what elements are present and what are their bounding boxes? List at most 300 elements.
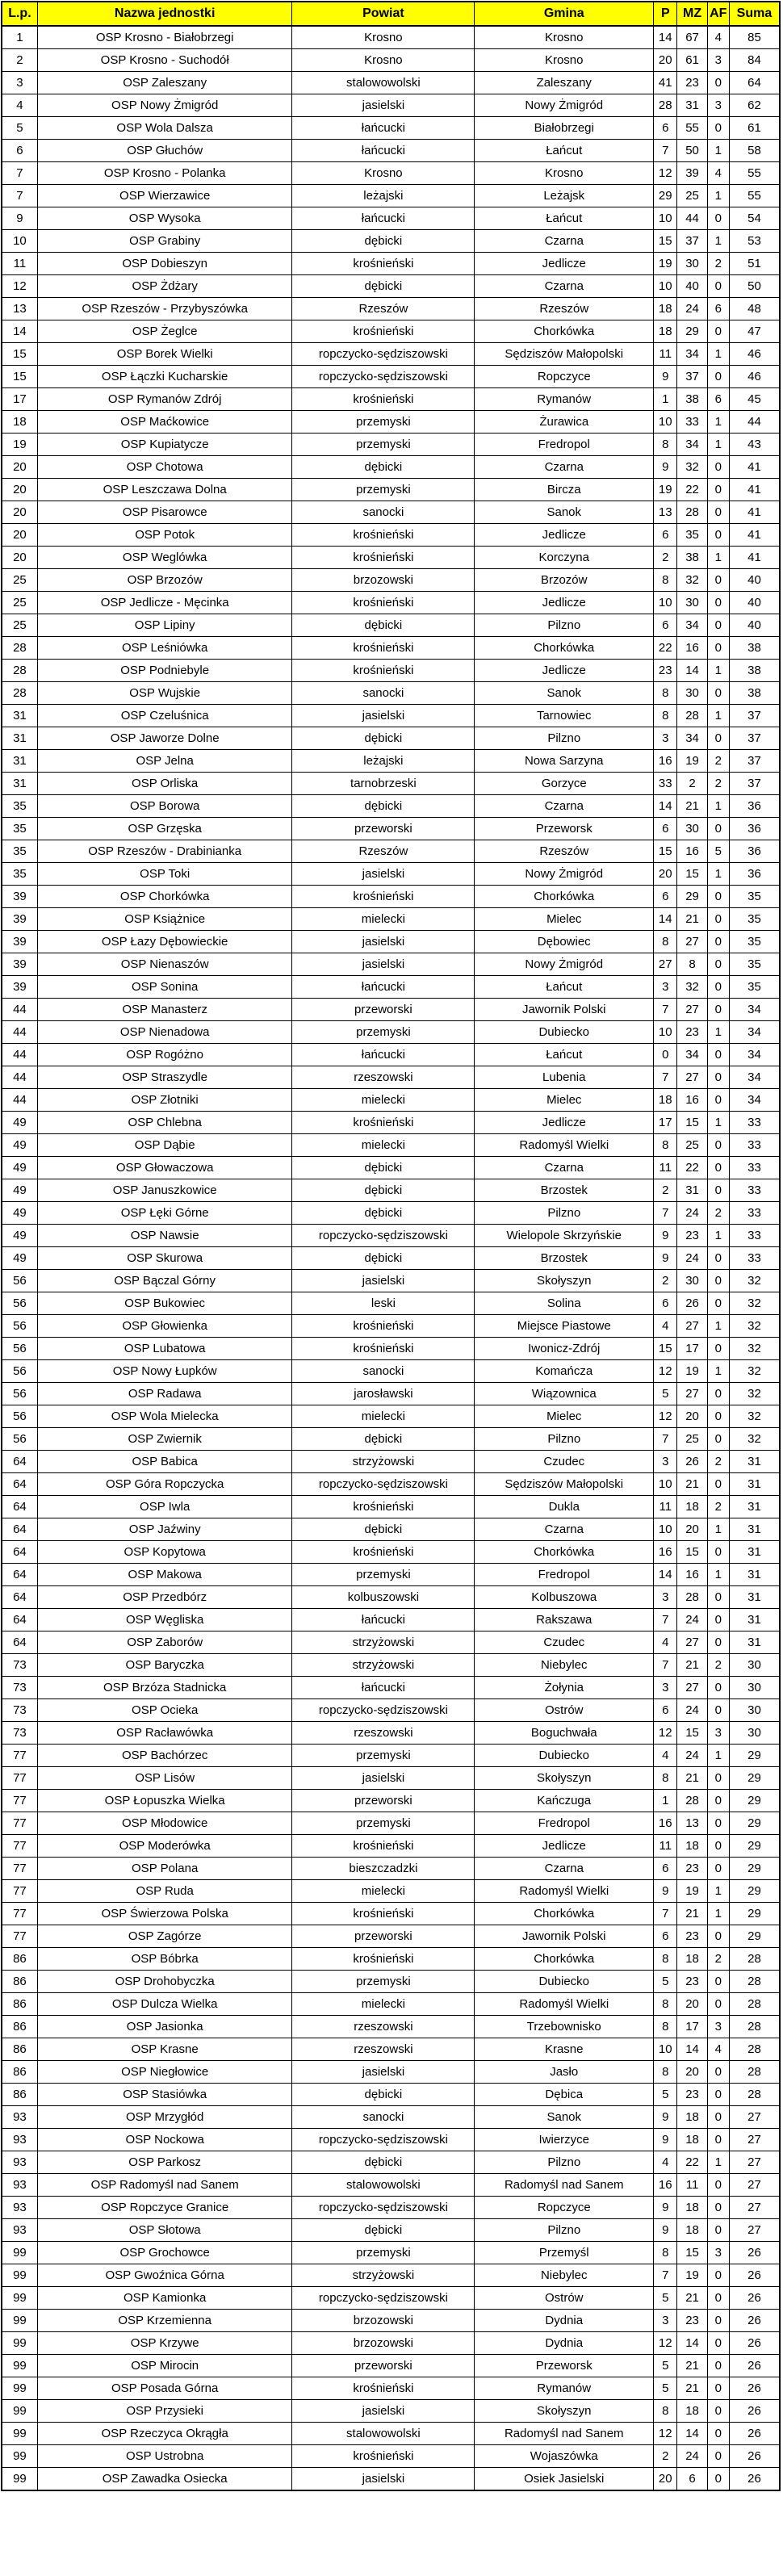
cell-unit-name: OSP Chotowa (37, 456, 292, 479)
cell-gmina: Nowy Żmigród (475, 953, 654, 976)
cell-suma: 32 (729, 1428, 780, 1451)
cell-rank: 49 (2, 1179, 37, 1202)
cell-gmina: Pilzno (475, 727, 654, 750)
cell-p: 14 (654, 26, 677, 49)
table-row (2, 637, 780, 660)
cell-mz: 23 (677, 1971, 707, 1993)
cell-p: 6 (654, 117, 677, 140)
cell-suma: 47 (729, 320, 780, 343)
cell-p: 10 (654, 411, 677, 434)
cell-suma: 36 (729, 840, 780, 863)
table-row (2, 614, 780, 637)
cell-suma: 85 (729, 26, 780, 49)
cell-rank: 77 (2, 1835, 37, 1858)
cell-p: 6 (654, 524, 677, 547)
cell-unit-name: OSP Czeluśnica (37, 705, 292, 727)
cell-unit-name: OSP Młodowice (37, 1812, 292, 1835)
cell-unit-name: OSP Brzóza Stadnicka (37, 1677, 292, 1699)
cell-gmina: Wojaszówka (475, 2445, 654, 2468)
cell-p: 3 (654, 1451, 677, 1473)
cell-gmina: Skołyszyn (475, 1270, 654, 1292)
cell-suma: 55 (729, 185, 780, 207)
cell-rank: 64 (2, 1496, 37, 1518)
cell-p: 11 (654, 1157, 677, 1179)
cell-p: 9 (654, 1225, 677, 1247)
cell-rank: 20 (2, 547, 37, 569)
cell-powiat: dębicki (292, 1428, 475, 1451)
cell-gmina: Jedlicze (475, 660, 654, 682)
cell-powiat: przemyski (292, 1021, 475, 1044)
cell-gmina: Radomyśl nad Sanem (475, 2423, 654, 2445)
cell-gmina: Czudec (475, 1631, 654, 1654)
cell-gmina: Czarna (475, 1518, 654, 1541)
cell-suma: 31 (729, 1541, 780, 1564)
table-row (2, 931, 780, 953)
cell-af: 0 (707, 1405, 729, 1428)
cell-powiat: krośnieński (292, 637, 475, 660)
cell-mz: 32 (677, 976, 707, 999)
cell-unit-name: OSP Leśniówka (37, 637, 292, 660)
cell-suma: 38 (729, 637, 780, 660)
cell-suma: 64 (729, 72, 780, 94)
cell-powiat: mielecki (292, 1993, 475, 2016)
table-row (2, 2310, 780, 2332)
cell-suma: 41 (729, 547, 780, 569)
cell-rank: 93 (2, 2106, 37, 2129)
cell-suma: 31 (729, 1564, 780, 1586)
cell-unit-name: OSP Makowa (37, 1564, 292, 1586)
cell-powiat: dębicki (292, 2084, 475, 2106)
table-row (2, 2016, 780, 2038)
cell-p: 7 (654, 140, 677, 162)
table-row (2, 2197, 780, 2219)
cell-af: 6 (707, 388, 729, 411)
cell-powiat: ropczycko-sędziszowski (292, 2287, 475, 2310)
cell-p: 5 (654, 1383, 677, 1405)
cell-mz: 27 (677, 931, 707, 953)
cell-mz: 27 (677, 1677, 707, 1699)
cell-rank: 99 (2, 2264, 37, 2287)
table-row (2, 185, 780, 207)
cell-unit-name: OSP Posada Górna (37, 2377, 292, 2400)
cell-powiat: stalowowolski (292, 2174, 475, 2197)
table-row (2, 976, 780, 999)
cell-af: 1 (707, 1315, 729, 1338)
cell-powiat: strzyżowski (292, 1654, 475, 1677)
cell-p: 16 (654, 750, 677, 773)
cell-mz: 28 (677, 501, 707, 524)
cell-unit-name: OSP Borowa (37, 795, 292, 818)
cell-gmina: Czarna (475, 1157, 654, 1179)
cell-unit-name: OSP Jelna (37, 750, 292, 773)
cell-mz: 35 (677, 524, 707, 547)
table-row (2, 501, 780, 524)
cell-rank: 49 (2, 1225, 37, 1247)
cell-rank: 15 (2, 366, 37, 388)
cell-p: 14 (654, 795, 677, 818)
cell-af: 0 (707, 275, 729, 298)
cell-unit-name: OSP Dulcza Wielka (37, 1993, 292, 2016)
cell-suma: 26 (729, 2377, 780, 2400)
cell-powiat: dębicki (292, 456, 475, 479)
table-row (2, 1609, 780, 1631)
cell-powiat: jasielski (292, 705, 475, 727)
cell-mz: 39 (677, 162, 707, 185)
table-row (2, 411, 780, 434)
cell-gmina: Jasło (475, 2061, 654, 2084)
table-row (2, 999, 780, 1021)
cell-mz: 19 (677, 2264, 707, 2287)
cell-unit-name: OSP Nowy Łupków (37, 1360, 292, 1383)
cell-rank: 93 (2, 2174, 37, 2197)
cell-suma: 33 (729, 1179, 780, 1202)
cell-rank: 73 (2, 1699, 37, 1722)
cell-powiat: przeworski (292, 999, 475, 1021)
table-row (2, 1428, 780, 1451)
cell-af: 0 (707, 1699, 729, 1722)
cell-unit-name: OSP Świerzowa Polska (37, 1903, 292, 1925)
cell-mz: 18 (677, 2129, 707, 2151)
cell-p: 15 (654, 840, 677, 863)
cell-suma: 28 (729, 1948, 780, 1971)
cell-gmina: Dubiecko (475, 1745, 654, 1767)
cell-mz: 26 (677, 1292, 707, 1315)
cell-rank: 93 (2, 2129, 37, 2151)
cell-suma: 26 (729, 2423, 780, 2445)
cell-af: 2 (707, 1948, 729, 1971)
cell-af: 0 (707, 1473, 729, 1496)
cell-af: 1 (707, 343, 729, 366)
cell-suma: 35 (729, 886, 780, 908)
cell-mz: 28 (677, 1586, 707, 1609)
cell-unit-name: OSP Mirocin (37, 2355, 292, 2377)
cell-mz: 34 (677, 614, 707, 637)
table-row (2, 886, 780, 908)
col-header-gmina: Gmina (475, 2, 654, 26)
cell-suma: 28 (729, 1993, 780, 2016)
cell-gmina: Korczyna (475, 547, 654, 569)
cell-gmina: Skołyszyn (475, 2400, 654, 2423)
cell-mz: 27 (677, 1066, 707, 1089)
cell-mz: 23 (677, 1925, 707, 1948)
cell-af: 0 (707, 524, 729, 547)
cell-unit-name: OSP Radawa (37, 1383, 292, 1405)
cell-gmina: Osiek Jasielski (475, 2468, 654, 2491)
table-row (2, 569, 780, 592)
cell-af: 0 (707, 2377, 729, 2400)
cell-gmina: Łańcut (475, 207, 654, 230)
cell-gmina: Nowy Żmigród (475, 863, 654, 886)
cell-gmina: Fredropol (475, 1564, 654, 1586)
cell-unit-name: OSP Drohobyczka (37, 1971, 292, 1993)
cell-p: 5 (654, 2287, 677, 2310)
cell-af: 1 (707, 230, 729, 253)
cell-powiat: przeworski (292, 1925, 475, 1948)
table-row (2, 908, 780, 931)
cell-gmina: Sanok (475, 2106, 654, 2129)
cell-powiat: dębicki (292, 1157, 475, 1179)
table-row (2, 773, 780, 795)
cell-powiat: ropczycko-sędziszowski (292, 1473, 475, 1496)
table-row (2, 162, 780, 185)
table-row (2, 953, 780, 976)
cell-unit-name: OSP Gwoźnica Górna (37, 2264, 292, 2287)
cell-af: 0 (707, 1089, 729, 1112)
cell-rank: 13 (2, 298, 37, 320)
cell-powiat: przemyski (292, 1812, 475, 1835)
cell-rank: 99 (2, 2310, 37, 2332)
cell-gmina: Jedlicze (475, 1112, 654, 1134)
cell-powiat: krośnieński (292, 388, 475, 411)
cell-powiat: krośnieński (292, 886, 475, 908)
cell-powiat: tarnobrzeski (292, 773, 475, 795)
cell-p: 8 (654, 2061, 677, 2084)
cell-mz: 27 (677, 1383, 707, 1405)
cell-p: 10 (654, 1518, 677, 1541)
cell-gmina: Radomyśl Wielki (475, 1880, 654, 1903)
cell-suma: 46 (729, 366, 780, 388)
table-row (2, 1157, 780, 1179)
cell-powiat: dębicki (292, 727, 475, 750)
cell-powiat: mielecki (292, 1880, 475, 1903)
cell-powiat: bieszczadzki (292, 1858, 475, 1880)
cell-unit-name: OSP Łopuszka Wielka (37, 1790, 292, 1812)
cell-af: 4 (707, 2038, 729, 2061)
cell-p: 41 (654, 72, 677, 94)
table-row (2, 1993, 780, 2016)
cell-gmina: Jedlicze (475, 592, 654, 614)
cell-rank: 39 (2, 931, 37, 953)
cell-mz: 24 (677, 1202, 707, 1225)
cell-p: 16 (654, 1541, 677, 1564)
cell-mz: 18 (677, 1835, 707, 1858)
cell-gmina: Ropczyce (475, 2197, 654, 2219)
cell-unit-name: OSP Głuchów (37, 140, 292, 162)
cell-mz: 34 (677, 727, 707, 750)
cell-suma: 26 (729, 2310, 780, 2332)
cell-af: 0 (707, 976, 729, 999)
cell-p: 20 (654, 863, 677, 886)
cell-powiat: leski (292, 1292, 475, 1315)
cell-rank: 56 (2, 1428, 37, 1451)
cell-af: 1 (707, 1745, 729, 1767)
cell-p: 29 (654, 185, 677, 207)
cell-suma: 29 (729, 1925, 780, 1948)
cell-af: 1 (707, 1903, 729, 1925)
cell-gmina: Mielec (475, 908, 654, 931)
cell-powiat: dębicki (292, 1179, 475, 1202)
cell-unit-name: OSP Chorkówka (37, 886, 292, 908)
cell-mz: 61 (677, 49, 707, 72)
cell-gmina: Kolbuszowa (475, 1586, 654, 1609)
cell-powiat: jasielski (292, 2468, 475, 2491)
cell-rank: 44 (2, 1066, 37, 1089)
cell-powiat: ropczycko-sędziszowski (292, 1699, 475, 1722)
cell-af: 0 (707, 1858, 729, 1880)
table-row (2, 1360, 780, 1383)
cell-suma: 40 (729, 614, 780, 637)
cell-af: 0 (707, 456, 729, 479)
cell-p: 9 (654, 1880, 677, 1903)
cell-rank: 86 (2, 2016, 37, 2038)
cell-mz: 31 (677, 1179, 707, 1202)
cell-af: 1 (707, 660, 729, 682)
cell-suma: 50 (729, 275, 780, 298)
cell-powiat: rzeszowski (292, 2016, 475, 2038)
cell-af: 1 (707, 411, 729, 434)
cell-unit-name: OSP Racławówka (37, 1722, 292, 1745)
cell-gmina: Czarna (475, 230, 654, 253)
cell-rank: 77 (2, 1767, 37, 1790)
cell-rank: 49 (2, 1157, 37, 1179)
table-row (2, 524, 780, 547)
cell-gmina: Iwierzyce (475, 2129, 654, 2151)
cell-gmina: Chorkówka (475, 1948, 654, 1971)
cell-p: 7 (654, 1428, 677, 1451)
cell-suma: 43 (729, 434, 780, 456)
cell-powiat: krośnieński (292, 2377, 475, 2400)
cell-rank: 20 (2, 501, 37, 524)
cell-af: 0 (707, 2332, 729, 2355)
cell-powiat: łańcucki (292, 1609, 475, 1631)
cell-suma: 38 (729, 660, 780, 682)
cell-gmina: Chorkówka (475, 320, 654, 343)
cell-mz: 22 (677, 1157, 707, 1179)
cell-mz: 40 (677, 275, 707, 298)
cell-p: 8 (654, 1948, 677, 1971)
cell-gmina: Pilzno (475, 2151, 654, 2174)
cell-af: 0 (707, 1925, 729, 1948)
cell-mz: 21 (677, 908, 707, 931)
cell-gmina: Wiązownica (475, 1383, 654, 1405)
cell-mz: 27 (677, 1315, 707, 1338)
table-row (2, 818, 780, 840)
cell-rank: 64 (2, 1631, 37, 1654)
cell-unit-name: OSP Borek Wielki (37, 343, 292, 366)
table-row (2, 1134, 780, 1157)
cell-p: 8 (654, 2400, 677, 2423)
cell-powiat: łańcucki (292, 976, 475, 999)
cell-unit-name: OSP Nockowa (37, 2129, 292, 2151)
cell-mz: 14 (677, 660, 707, 682)
cell-rank: 44 (2, 999, 37, 1021)
cell-af: 1 (707, 1225, 729, 1247)
cell-p: 8 (654, 705, 677, 727)
cell-suma: 51 (729, 253, 780, 275)
table-row (2, 1247, 780, 1270)
table-row (2, 1405, 780, 1428)
cell-powiat: łańcucki (292, 140, 475, 162)
cell-p: 20 (654, 2468, 677, 2491)
cell-suma: 33 (729, 1225, 780, 1247)
cell-powiat: jasielski (292, 953, 475, 976)
cell-rank: 77 (2, 1858, 37, 1880)
cell-af: 2 (707, 1496, 729, 1518)
cell-suma: 34 (729, 999, 780, 1021)
col-header-lp: L.p. (2, 2, 37, 26)
cell-unit-name: OSP Iwla (37, 1496, 292, 1518)
cell-suma: 32 (729, 1292, 780, 1315)
cell-unit-name: OSP Ropczyce Granice (37, 2197, 292, 2219)
table-row (2, 2174, 780, 2197)
cell-suma: 36 (729, 863, 780, 886)
table-row (2, 1179, 780, 1202)
cell-gmina: Nowy Żmigród (475, 94, 654, 117)
cell-af: 0 (707, 818, 729, 840)
cell-unit-name: OSP Rzeczyca Okrągła (37, 2423, 292, 2445)
cell-powiat: jarosławski (292, 1383, 475, 1405)
cell-unit-name: OSP Krasne (37, 2038, 292, 2061)
table-row (2, 94, 780, 117)
cell-unit-name: OSP Bóbrka (37, 1948, 292, 1971)
cell-p: 8 (654, 931, 677, 953)
cell-gmina: Przeworsk (475, 2355, 654, 2377)
cell-rank: 5 (2, 117, 37, 140)
cell-suma: 27 (729, 2151, 780, 2174)
cell-powiat: krośnieński (292, 1338, 475, 1360)
table-row (2, 660, 780, 682)
table-row (2, 2468, 780, 2491)
cell-suma: 29 (729, 1767, 780, 1790)
cell-unit-name: OSP Wujskie (37, 682, 292, 705)
cell-af: 0 (707, 1134, 729, 1157)
table-row (2, 750, 780, 773)
table-row (2, 2264, 780, 2287)
cell-rank: 64 (2, 1473, 37, 1496)
cell-unit-name: OSP Rzeszów - Przybyszówka (37, 298, 292, 320)
cell-rank: 28 (2, 660, 37, 682)
cell-unit-name: OSP Dąbie (37, 1134, 292, 1157)
cell-rank: 31 (2, 773, 37, 795)
cell-p: 9 (654, 2106, 677, 2129)
table-row (2, 117, 780, 140)
cell-unit-name: OSP Głowienka (37, 1315, 292, 1338)
cell-rank: 15 (2, 343, 37, 366)
cell-af: 0 (707, 908, 729, 931)
cell-p: 2 (654, 547, 677, 569)
cell-rank: 64 (2, 1586, 37, 1609)
cell-gmina: Czarna (475, 275, 654, 298)
cell-unit-name: OSP Lipiny (37, 614, 292, 637)
cell-suma: 27 (729, 2174, 780, 2197)
cell-p: 18 (654, 320, 677, 343)
cell-rank: 93 (2, 2197, 37, 2219)
cell-p: 1 (654, 1790, 677, 1812)
cell-suma: 35 (729, 953, 780, 976)
cell-mz: 15 (677, 1722, 707, 1745)
table-row (2, 1790, 780, 1812)
cell-mz: 23 (677, 1858, 707, 1880)
cell-gmina: Ostrów (475, 1699, 654, 1722)
cell-mz: 13 (677, 1812, 707, 1835)
cell-unit-name: OSP Bączal Górny (37, 1270, 292, 1292)
cell-rank: 18 (2, 411, 37, 434)
cell-af: 0 (707, 1179, 729, 1202)
cell-powiat: krośnieński (292, 547, 475, 569)
cell-powiat: sanocki (292, 682, 475, 705)
cell-p: 6 (654, 1699, 677, 1722)
cell-mz: 32 (677, 569, 707, 592)
cell-p: 12 (654, 2423, 677, 2445)
cell-af: 1 (707, 547, 729, 569)
cell-unit-name: OSP Skurowa (37, 1247, 292, 1270)
cell-mz: 28 (677, 1790, 707, 1812)
cell-p: 17 (654, 1112, 677, 1134)
cell-rank: 39 (2, 953, 37, 976)
cell-unit-name: OSP Jedlicze - Męcinka (37, 592, 292, 614)
cell-p: 3 (654, 976, 677, 999)
cell-rank: 73 (2, 1722, 37, 1745)
